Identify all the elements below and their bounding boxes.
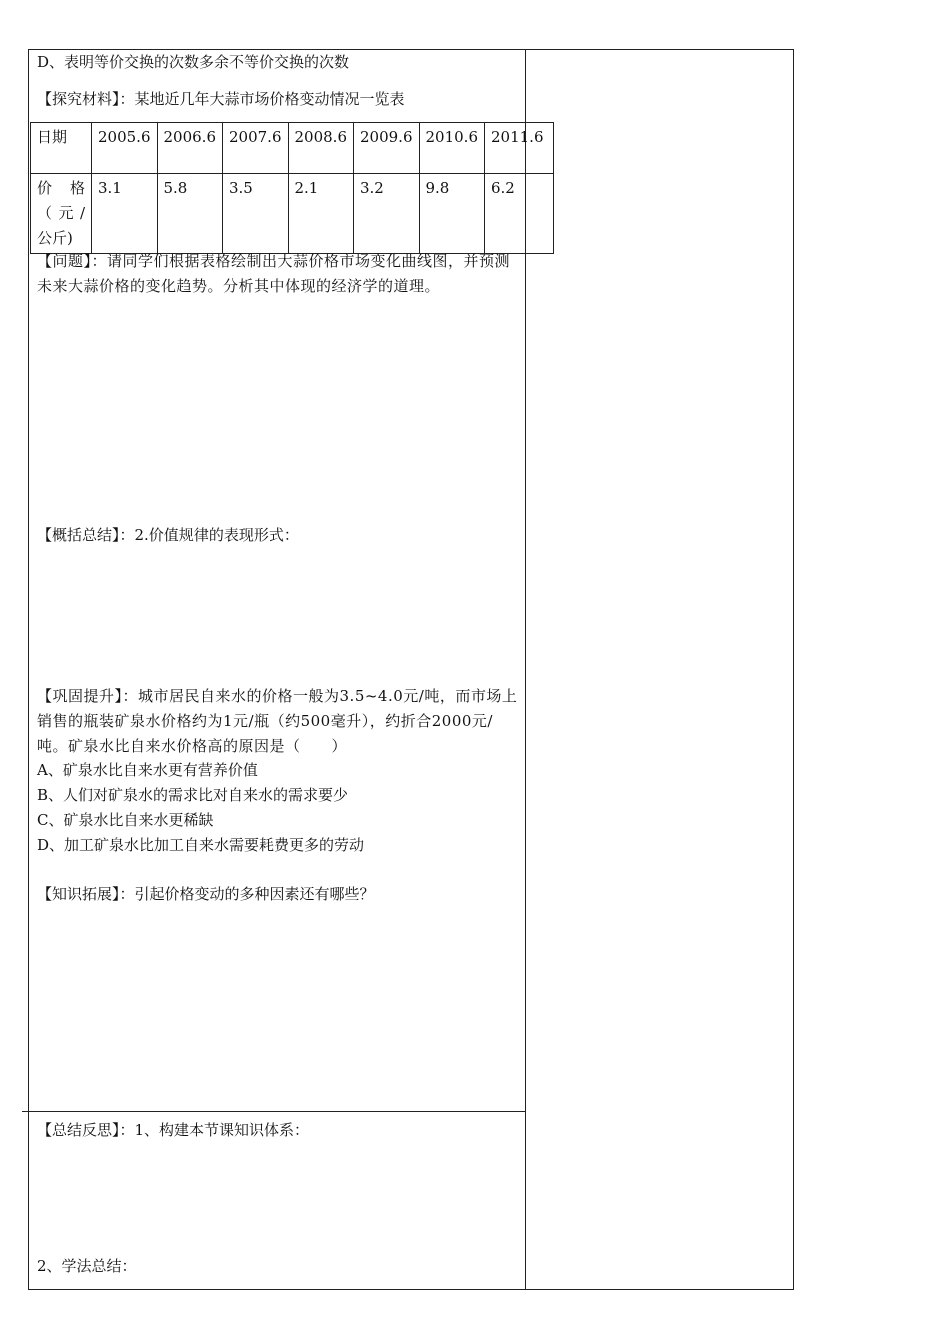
date-row	[31, 123, 554, 174]
date-cell: 2005.6	[92, 123, 158, 174]
option-d: D、加工矿泉水比加工自来水需要耗费更多的劳动	[37, 836, 365, 854]
date-cell: 2010.6	[419, 123, 485, 174]
price-cell: 5.8	[157, 174, 223, 254]
option-d-previous: D、表明等价交换的次数多余不等价交换的次数	[37, 53, 350, 71]
date-cell: 2008.6	[288, 123, 354, 174]
option-c: C、矿泉水比自来水更稀缺	[37, 811, 214, 829]
price-cell: 3.1	[92, 174, 158, 254]
price-cell: 3.2	[354, 174, 420, 254]
summary-text: 【概括总结】：2.价值规律的表现形式：	[37, 526, 299, 544]
extension-text: 【知识拓展】：引起价格变动的多种因素还有哪些？	[37, 885, 375, 903]
material-heading: 【探究材料】：某地近几年大蒜市场价格变动情况一览表	[37, 90, 405, 108]
section-divider	[22, 1111, 526, 1112]
price-cell: 3.5	[223, 174, 289, 254]
date-label: 日期	[31, 123, 92, 174]
question-text: 【问题】：请同学们根据表格绘制出大蒜价格市场变化曲线图，并预测未来大蒜价格的变化趋势。分析其中体现的经济学的道理。	[37, 252, 511, 295]
option-b: B、人们对矿泉水的需求比对自来水的需求要少	[37, 786, 349, 804]
date-cell: 2011.6	[485, 123, 554, 174]
option-a: A、矿泉水比自来水更有营养价值	[37, 761, 258, 779]
price-cell: 2.1	[288, 174, 354, 254]
consolidate-text: 【巩固提升】：城市居民自来水的价格一般为3.5~4.0元/吨，而市场上销售的瓶装矿泉水价格约为1元/瓶（约500毫升），约折合2000元/吨。矿泉水比自来水价格高的原因是（ ）	[37, 687, 518, 755]
method-text: 2、学法总结：	[37, 1257, 137, 1275]
price-label: 价 格（元/公斤)	[31, 174, 92, 254]
price-cell: 9.8	[419, 174, 485, 254]
price-cell: 6.2	[485, 174, 554, 254]
date-cell: 2009.6	[354, 123, 420, 174]
date-cell: 2006.6	[157, 123, 223, 174]
price-row	[31, 174, 554, 254]
reflection-text: 【总结反思】：1、构建本节课知识体系：	[37, 1121, 310, 1139]
date-cell: 2007.6	[223, 123, 289, 174]
garlic-price-table	[30, 122, 554, 254]
